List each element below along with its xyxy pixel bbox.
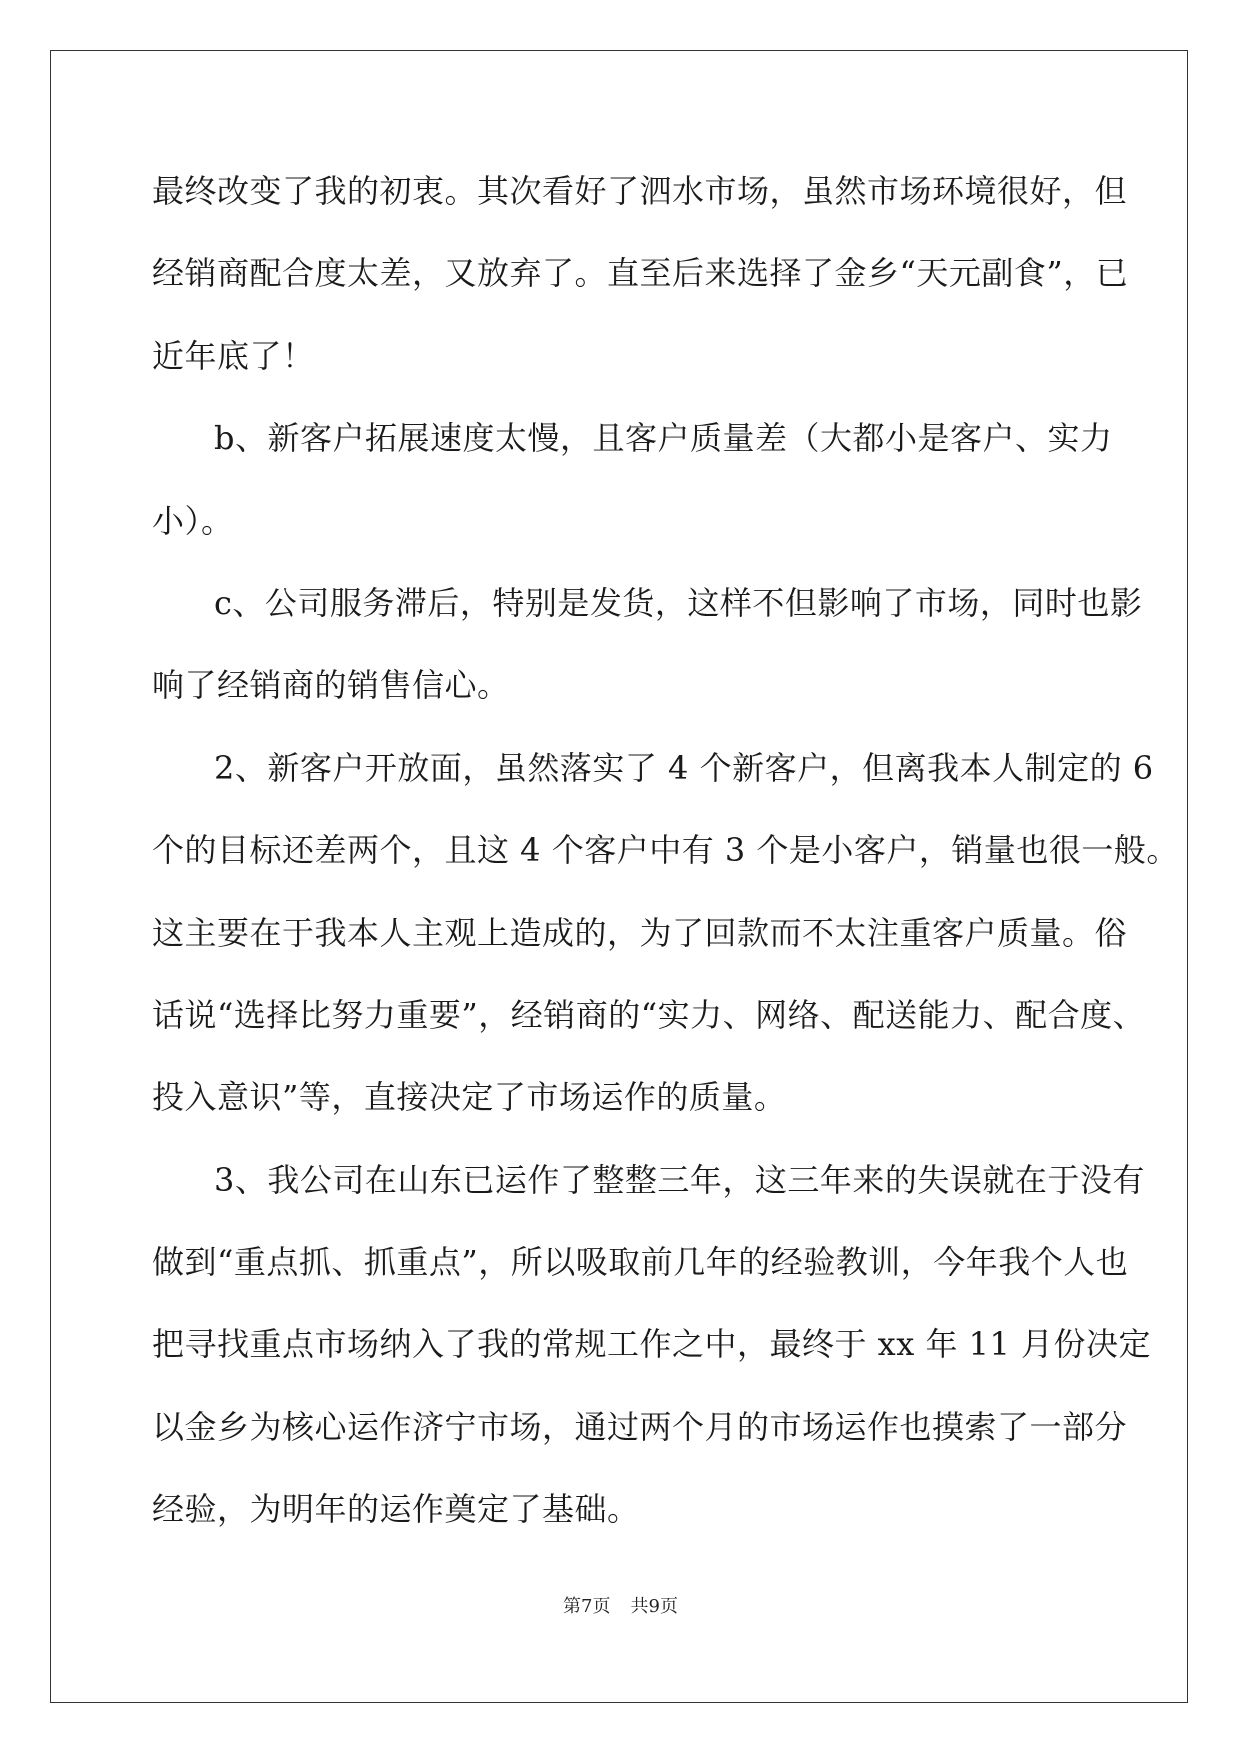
current-page-number: 7 xyxy=(581,1596,593,1617)
text-line: 这主要在于我本人主观上造成的，为了回款而不太注重客户质量。俗 xyxy=(152,913,1128,952)
paragraph-start-line: c、公司服务滞后，特别是发货，这样不但影响了市场，同时也影 xyxy=(214,583,1143,622)
text-line: 经验，为明年的运作奠定了基础。 xyxy=(152,1490,640,1529)
total-suffix: 页 xyxy=(659,1596,678,1617)
page-footer xyxy=(0,1592,1241,1618)
text-line: 响了经销商的销售信心。 xyxy=(152,666,510,705)
text-line: 做到“重点抓、抓重点”，所以吸取前几年的经验教训，今年我个人也 xyxy=(152,1243,1129,1282)
text-line: 话说“选择比努力重要”，经销商的“实力、网络、配送能力、配合度、 xyxy=(152,995,1146,1034)
text-line: 把寻找重点市场纳入了我的常规工作之中，最终于 xx 年 11 月份决定 xyxy=(152,1325,1152,1364)
text-line: 最终改变了我的初衷。其次看好了泗水市场，虽然市场环境很好，但 xyxy=(152,172,1128,210)
paragraph-start-line: 3、我公司在山东已运作了整整三年，这三年来的失误就在于没有 xyxy=(214,1160,1145,1199)
text-line: 近年底了！ xyxy=(152,336,315,375)
text-line: 小）。 xyxy=(152,501,234,540)
total-prefix: 共 xyxy=(630,1596,649,1617)
text-line: 以金乡为核心运作济宁市场，通过两个月的市场运作也摸索了一部分 xyxy=(152,1407,1128,1446)
text-line: 个的目标还差两个，且这 4 个客户中有 3 个是小客户，销量也很一般。 xyxy=(152,831,1179,870)
total-pages-number: 9 xyxy=(648,1596,660,1617)
paragraph-start-line: b、新客户拓展速度太慢，且客户质量差（大都小是客户、实力 xyxy=(214,419,1113,458)
document-body xyxy=(152,150,1179,1551)
page-suffix: 页 xyxy=(592,1596,611,1617)
page-prefix: 第 xyxy=(563,1596,582,1617)
paragraph-start-line: 2、新客户开放面，虽然落实了 4 个新客户，但离我本人制定的 6 xyxy=(214,748,1154,787)
text-line: 投入意识”等，直接决定了市场运作的质量。 xyxy=(152,1078,787,1117)
text-line: 经销商配合度太差，又放弃了。直至后来选择了金乡“天元副食”，已 xyxy=(152,254,1129,293)
